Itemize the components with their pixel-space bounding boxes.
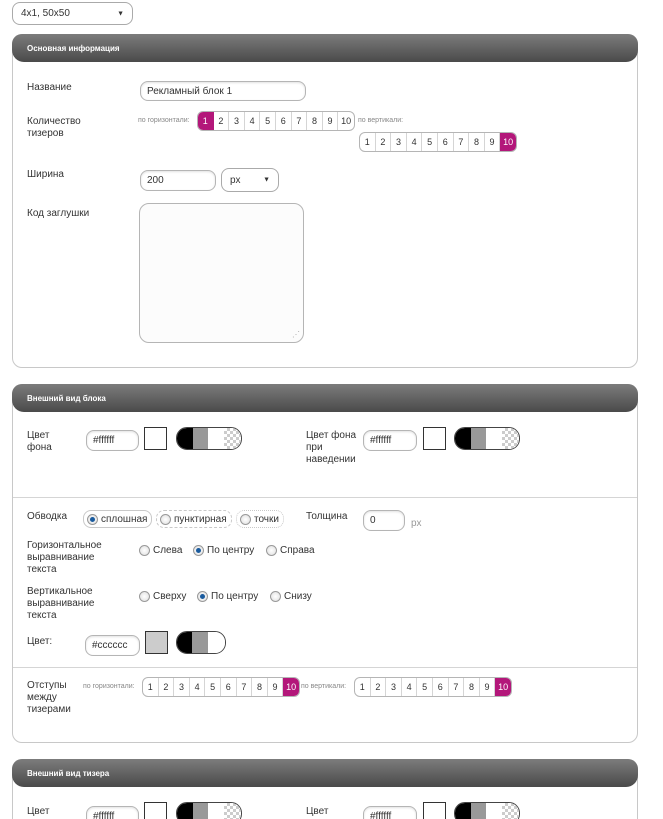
panel-block-title: Внешний вид блока — [27, 393, 106, 403]
thickness-input[interactable] — [363, 510, 405, 531]
spacing-horizontal-option-6[interactable]: 6 — [221, 678, 237, 696]
preset-gray[interactable] — [471, 803, 487, 819]
teaser-bg2-color-swatch[interactable] — [423, 802, 446, 819]
valign-top-label: Сверху — [153, 590, 187, 602]
preset-gray[interactable] — [471, 428, 487, 449]
border-dotted-label: точки — [254, 513, 279, 525]
width-input-value: 200 — [147, 175, 164, 186]
halign-left-label: Слева — [153, 544, 183, 556]
valign-center-label: По центру — [211, 590, 259, 602]
panel-basic-title: Основная информация — [27, 43, 120, 53]
halign-left-radio[interactable] — [139, 541, 182, 559]
count-vertical-option-1[interactable]: 1 — [360, 133, 376, 151]
halign-right-label: Справа — [280, 544, 315, 556]
count-vertical-option-10[interactable]: 10 — [500, 133, 516, 151]
spacing-vertical-option-6[interactable]: 6 — [433, 678, 449, 696]
halign-center-label: По центру — [207, 544, 255, 556]
count-vertical-option-2[interactable]: 2 — [376, 133, 392, 151]
count-horizontal-option-1[interactable]: 1 — [198, 112, 214, 130]
hover-bg-color-label: Цвет фона при наведении — [306, 430, 357, 465]
border-dashed-label: пунктирная — [174, 513, 227, 525]
width-input[interactable] — [140, 170, 216, 191]
valign-label: Вертикальное выравнивание текста — [27, 586, 95, 621]
spacing-horizontal-option-7[interactable]: 7 — [237, 678, 253, 696]
radio-unchecked-icon — [139, 591, 150, 602]
thickness-unit: px — [411, 518, 422, 529]
teaser-bg-color-input[interactable] — [86, 806, 139, 819]
spacing-label: Отступы между тизерами — [27, 680, 71, 715]
spacing-vertical-option-8[interactable]: 8 — [464, 678, 480, 696]
count-horizontal-option-5[interactable]: 5 — [260, 112, 276, 130]
count-vertical-option-3[interactable]: 3 — [391, 133, 407, 151]
chevron-down-icon: ▼ — [117, 10, 124, 17]
spacing-vertical-option-10[interactable]: 10 — [495, 678, 511, 696]
count-horizontal-option-3[interactable]: 3 — [229, 112, 245, 130]
teaser-bg2-color-presets[interactable] — [454, 802, 520, 819]
preset-white[interactable] — [486, 428, 502, 449]
radio-unchecked-icon — [160, 514, 171, 525]
border-label: Обводка — [27, 511, 68, 522]
halign-label: Горизонтальное выравнивание текста — [27, 540, 102, 575]
width-label: Ширина — [27, 169, 64, 180]
hover-bg-color-presets[interactable] — [454, 427, 520, 450]
panel-teaser-title: Внешний вид тизера — [27, 768, 110, 778]
stub-code-textarea[interactable] — [139, 203, 304, 343]
bg-color-presets[interactable] — [176, 427, 242, 450]
preset-white[interactable] — [208, 632, 225, 653]
color-label: Цвет: — [27, 636, 53, 647]
halign-center-radio[interactable] — [193, 541, 254, 559]
radio-checked-icon — [87, 514, 98, 525]
spacing-vertical-option-1[interactable]: 1 — [355, 678, 371, 696]
count-horizontal-option-8[interactable]: 8 — [307, 112, 323, 130]
preset-transparent[interactable] — [502, 428, 519, 449]
count-vertical-option-6[interactable]: 6 — [438, 133, 454, 151]
border-dashed-radio[interactable] — [156, 510, 232, 528]
count-horizontal-option-9[interactable]: 9 — [323, 112, 339, 130]
preset-black[interactable] — [177, 632, 192, 653]
border-solid-radio[interactable] — [83, 510, 152, 528]
teaser-bg-color-label: Цвет — [27, 806, 50, 817]
panel-block-header — [12, 384, 638, 412]
bg-color-value: #ffffff — [93, 435, 115, 446]
hover-bg-color-input[interactable] — [363, 430, 417, 451]
teaser-bg-color-swatch[interactable] — [144, 802, 167, 819]
count-label: Количество тизеров — [27, 116, 81, 139]
spacing-horizontal-option-9[interactable]: 9 — [268, 678, 284, 696]
teaser-bg2-color-value: #ffffff — [370, 811, 392, 819]
count-horizontal-option-2[interactable]: 2 — [214, 112, 230, 130]
count-horizontal-selector[interactable] — [197, 111, 355, 131]
valign-top-radio[interactable] — [139, 587, 186, 605]
unit-select-value: px — [230, 174, 241, 186]
teaser-bg2-color-input[interactable] — [363, 806, 417, 819]
count-vertical-option-9[interactable]: 9 — [485, 133, 501, 151]
count-vertical-label: по вертикали: — [358, 117, 404, 124]
spacing-vertical-option-9[interactable]: 9 — [480, 678, 496, 696]
panel-teaser-appearance — [12, 759, 638, 819]
panel-basic-header — [12, 34, 638, 62]
preset-white[interactable] — [486, 803, 502, 819]
count-horizontal-option-7[interactable]: 7 — [292, 112, 308, 130]
stub-label: Код заглушки — [27, 208, 90, 219]
bg-color-input[interactable] — [86, 430, 139, 451]
preset-transparent[interactable] — [224, 803, 241, 819]
preset-gray[interactable] — [192, 632, 207, 653]
resize-grip-icon[interactable]: ⋰ — [292, 330, 300, 339]
spacing-horizontal-selector[interactable] — [142, 677, 300, 697]
count-horizontal-option-10[interactable]: 10 — [341, 116, 352, 126]
unit-select[interactable] — [221, 168, 279, 192]
spacing-vertical-option-5[interactable]: 5 — [417, 678, 433, 696]
hover-bg-color-swatch[interactable] — [423, 427, 446, 450]
radio-unchecked-icon — [139, 545, 150, 556]
teaser-bg-color-value: #ffffff — [93, 811, 115, 819]
preset-transparent[interactable] — [502, 803, 519, 819]
name-input-value: Рекламный блок 1 — [147, 85, 233, 97]
color-swatch[interactable] — [145, 631, 168, 654]
valign-bottom-radio[interactable] — [270, 587, 312, 605]
preset-gray[interactable] — [193, 428, 209, 449]
panel-basic-info — [12, 34, 638, 368]
count-vertical-selector[interactable] — [359, 132, 517, 152]
panel-block-appearance — [12, 384, 638, 743]
radio-unchecked-icon — [266, 545, 277, 556]
spacing-vertical-selector[interactable] — [354, 677, 512, 697]
spacing-vertical-label: по вертикали: — [301, 683, 347, 690]
valign-bottom-label: Снизу — [284, 590, 312, 602]
count-horizontal-option-4[interactable]: 4 — [245, 112, 261, 130]
radio-unchecked-icon — [270, 591, 281, 602]
border-dotted-radio[interactable] — [236, 510, 284, 528]
teaser-bg-color-presets[interactable] — [176, 802, 242, 819]
panel-teaser-header — [12, 759, 638, 787]
name-label: Название — [27, 82, 72, 93]
spacing-horizontal-option-10[interactable]: 10 — [283, 678, 299, 696]
preset-black[interactable] — [177, 803, 193, 819]
color-presets[interactable] — [176, 631, 226, 654]
spacing-horizontal-option-4[interactable]: 4 — [190, 678, 206, 696]
preset-white[interactable] — [208, 803, 224, 819]
color-input[interactable] — [85, 635, 140, 656]
preset-white[interactable] — [208, 428, 224, 449]
preset-gray[interactable] — [193, 803, 209, 819]
preset-black[interactable] — [455, 803, 471, 819]
bg-color-swatch[interactable] — [144, 427, 167, 450]
preset-select[interactable] — [12, 2, 133, 25]
chevron-down-icon: ▼ — [263, 176, 270, 184]
name-input[interactable] — [140, 81, 306, 101]
count-horizontal-option-6[interactable]: 6 — [276, 112, 292, 130]
spacing-horizontal-option-8[interactable]: 8 — [252, 678, 268, 696]
count-vertical-option-4[interactable]: 4 — [407, 133, 423, 151]
bg-color-label: Цвет фона — [27, 430, 52, 453]
spacing-vertical-option-3[interactable]: 3 — [386, 678, 402, 696]
radio-checked-icon — [193, 545, 204, 556]
thickness-value: 0 — [370, 515, 376, 526]
preset-transparent[interactable] — [224, 428, 241, 449]
thickness-label: Толщина — [306, 511, 348, 522]
count-vertical-option-5[interactable]: 5 — [422, 133, 438, 151]
border-solid-label: сплошная — [101, 513, 148, 525]
radio-checked-icon — [197, 591, 208, 602]
divider — [13, 497, 637, 498]
spacing-horizontal-option-5[interactable]: 5 — [205, 678, 221, 696]
spacing-horizontal-option-2[interactable]: 2 — [159, 678, 175, 696]
spacing-vertical-option-4[interactable]: 4 — [402, 678, 418, 696]
hover-bg-color-value: #ffffff — [370, 435, 392, 446]
spacing-vertical-option-2[interactable]: 2 — [371, 678, 387, 696]
preset-select-value: 4x1, 50x50 — [21, 8, 70, 19]
spacing-vertical-option-7[interactable]: 7 — [449, 678, 465, 696]
spacing-horizontal-option-1[interactable]: 1 — [143, 678, 159, 696]
spacing-horizontal-label: по горизонтали: — [83, 683, 135, 690]
count-horizontal-label: по горизонтали: — [138, 117, 190, 124]
valign-center-radio[interactable] — [197, 587, 258, 605]
radio-unchecked-icon — [240, 514, 251, 525]
divider — [13, 667, 637, 668]
count-vertical-option-8[interactable]: 8 — [469, 133, 485, 151]
preset-black[interactable] — [455, 428, 471, 449]
teaser-bg2-color-label: Цвет — [306, 806, 329, 817]
preset-black[interactable] — [177, 428, 193, 449]
color-value: #cccccc — [92, 640, 128, 651]
halign-right-radio[interactable] — [266, 541, 315, 559]
spacing-horizontal-option-3[interactable]: 3 — [174, 678, 190, 696]
count-vertical-option-7[interactable]: 7 — [454, 133, 470, 151]
